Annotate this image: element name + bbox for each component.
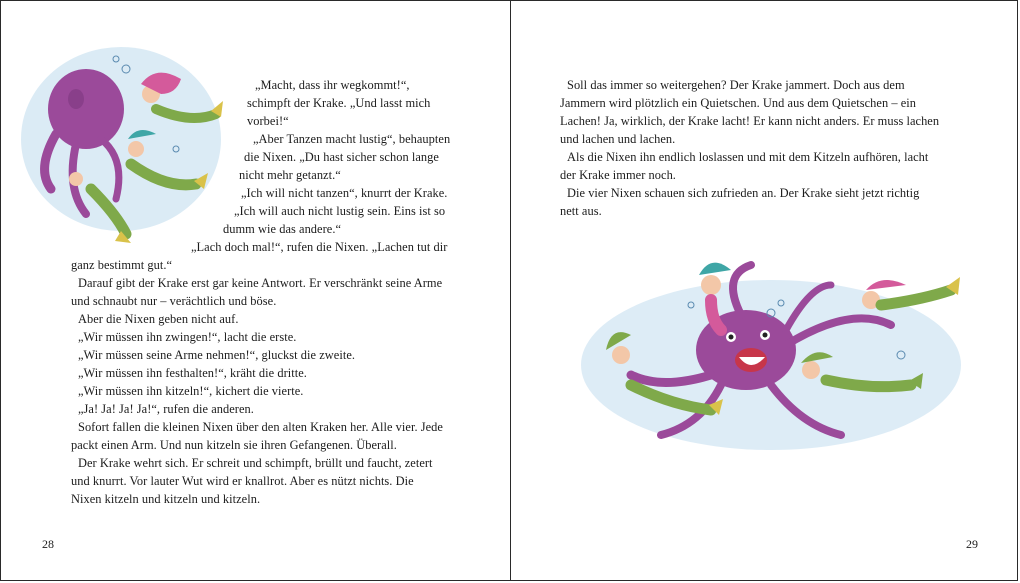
- text-line: Die vier Nixen schauen sich zufrieden an. Der Krake sieht jetzt richtig: [567, 186, 920, 200]
- text-line: ganz bestimmt gut.“: [71, 258, 173, 272]
- text-line: Lachen! Ja, wirklich, der Krake lacht! Er kann nicht anders. Er muss lachen: [560, 114, 940, 128]
- text-line: Soll das immer so weitergehen? Der Krake jammert. Doch aus dem: [567, 78, 905, 92]
- text-line: Der Krake wehrt sich. Er schreit und schimpft, brüllt und faucht, zetert: [78, 456, 433, 470]
- text-line: Darauf gibt der Krake erst gar keine Antwort. Er verschränkt seine Arme: [78, 276, 443, 290]
- text-line: „Macht, dass ihr wegkommt!“,: [255, 78, 410, 92]
- text-line: „Ich will nicht tanzen“, knurrt der Krake.: [241, 186, 448, 200]
- text-line: packt einen Arm. Und nun kitzeln sie ihren Gefangenen. Überall.: [71, 438, 397, 452]
- text-line: „Aber Tanzen macht lustig“, behaupten: [253, 132, 451, 146]
- text-line: der Krake immer noch.: [560, 168, 676, 182]
- octopus-mermaids-illustration-left: [16, 39, 236, 249]
- text-line: Als die Nixen ihn endlich loslassen und mit dem Kitzeln aufhören, lacht: [567, 150, 929, 164]
- text-line: und knurrt. Vor lauter Wut wird er knallrot. Aber es nützt nichts. Die: [71, 474, 414, 488]
- text-line: „Wir müssen ihn festhalten!“, kräht die dritte.: [78, 366, 307, 380]
- text-line: Jammern wird plötzlich ein Quietschen. Und aus dem Quietschen – ein: [560, 96, 917, 110]
- text-line: vorbei!“: [247, 114, 289, 128]
- text-line: „Ich will auch nicht lustig sein. Eins ist so: [234, 204, 446, 218]
- left-page: [1, 1, 510, 580]
- text-line: Nixen kitzeln und kitzeln und kitzeln.: [71, 492, 261, 506]
- text-line: und lachen und lachen.: [560, 132, 676, 146]
- page-number: 29: [966, 537, 978, 551]
- text-line: „Wir müssen ihn zwingen!“, lacht die erste.: [78, 330, 297, 344]
- text-line: Aber die Nixen geben nicht auf.: [78, 312, 239, 326]
- octopus-mermaids-illustration-right: [571, 245, 971, 465]
- text-line: und schnaubt nur – verächtlich und böse.: [71, 294, 277, 308]
- text-line: „Ja! Ja! Ja! Ja!“, rufen die anderen.: [78, 402, 254, 416]
- text-line: Sofort fallen die kleinen Nixen über den alten Kraken her. Alle vier. Jede: [78, 420, 443, 434]
- text-line: „Lach doch mal!“, rufen die Nixen. „Lachen tut dir: [191, 240, 448, 254]
- text-line: schimpft der Krake. „Und lasst mich: [247, 96, 431, 110]
- page-number: 28: [42, 537, 54, 551]
- text-line: dumm wie das andere.“: [223, 222, 342, 236]
- right-page: [511, 1, 1019, 580]
- text-line: die Nixen. „Du hast sicher schon lange: [244, 150, 439, 164]
- text-line: „Wir müssen seine Arme nehmen!“, gluckst die zweite.: [78, 348, 356, 362]
- text-line: nicht mehr getanzt.“: [239, 168, 341, 182]
- text-line: „Wir müssen ihn kitzeln!“, kichert die vierte.: [78, 384, 304, 398]
- text-line: nett aus.: [560, 204, 602, 218]
